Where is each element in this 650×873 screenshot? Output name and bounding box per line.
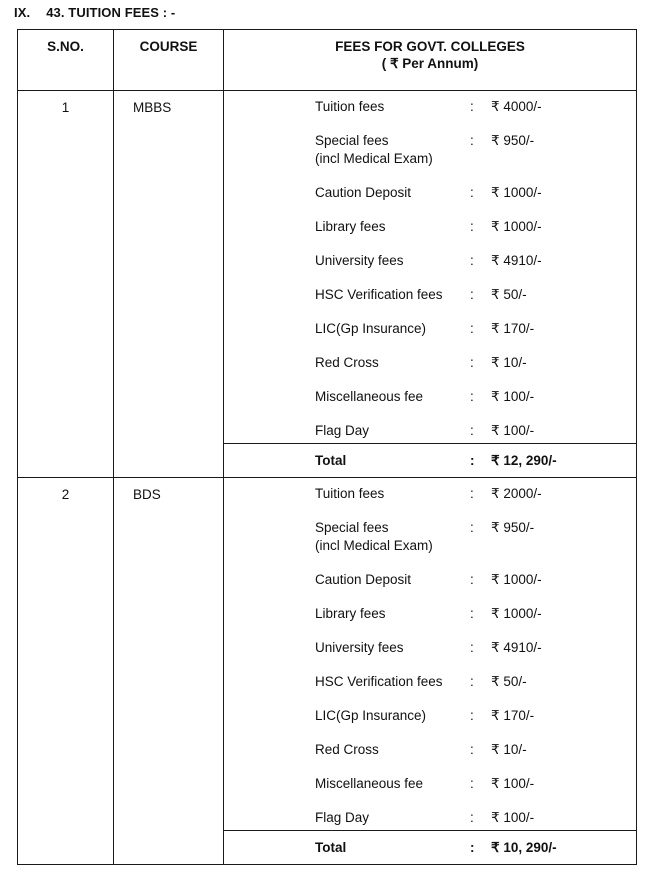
fee-name-text: Tuition fees <box>315 99 385 114</box>
fee-colon: : <box>470 776 474 791</box>
fee-colon: : <box>470 486 474 501</box>
fee-name-text: University fees <box>315 253 404 268</box>
fee-name-text: Tuition fees <box>315 486 385 501</box>
fee-item <box>224 98 636 132</box>
fee-item <box>224 286 636 320</box>
fee-name <box>224 320 470 338</box>
fee-item <box>224 354 636 388</box>
fee-amount: ₹ 4910/- <box>491 640 542 655</box>
header-fees-unit: ( ₹ Per Annum) <box>381 56 479 71</box>
section-number: IX. <box>14 5 31 20</box>
fee-colon: : <box>470 520 474 535</box>
fee-name-text: LIC(Gp Insurance) <box>315 708 427 723</box>
fee-amount: ₹ 100/- <box>491 423 535 438</box>
fee-name-text: Library fees <box>315 606 386 621</box>
fee-amount: ₹ 1000/- <box>491 606 542 621</box>
fee-colon: : <box>470 355 474 370</box>
fee-name-text: Library fees <box>315 219 386 234</box>
fee-name-note: (incl Medical Exam) <box>315 151 433 166</box>
fee-name-note: (incl Medical Exam) <box>315 538 433 553</box>
fee-amount: ₹ 10/- <box>491 742 527 757</box>
fee-name-text: Caution Deposit <box>315 572 412 587</box>
fee-colon: : <box>470 133 474 148</box>
header-fees-title: FEES FOR GOVT. COLLEGES <box>335 39 525 54</box>
fee-name-text: Special fees <box>315 133 389 148</box>
fee-item <box>224 707 636 741</box>
fee-item <box>224 422 636 456</box>
fee-amount: ₹ 170/- <box>491 321 535 336</box>
fee-item <box>224 320 636 354</box>
total-amount: ₹ 10, 290/- <box>491 839 557 855</box>
fee-amount: ₹ 100/- <box>491 810 535 825</box>
fee-name <box>224 519 470 555</box>
table-row <box>18 478 637 865</box>
fee-amount: ₹ 100/- <box>491 389 535 404</box>
total-amount: ₹ 12, 290/- <box>491 452 557 468</box>
fee-amount: ₹ 950/- <box>491 133 535 148</box>
fee-item <box>224 775 636 809</box>
fee-item <box>224 673 636 707</box>
fee-name-text: Red Cross <box>315 355 379 370</box>
fee-name-text: Flag Day <box>315 423 370 438</box>
fee-name <box>224 809 470 827</box>
course-cell: MBBS <box>114 91 224 478</box>
fee-amount: ₹ 2000/- <box>491 486 542 501</box>
fee-name-text: Miscellaneous fee <box>315 776 424 791</box>
fee-name <box>224 354 470 372</box>
table-row <box>18 91 637 478</box>
fee-name <box>224 422 470 440</box>
fee-name-text: Flag Day <box>315 810 370 825</box>
fee-name <box>224 132 470 168</box>
section-heading <box>14 5 175 20</box>
fee-name-text: University fees <box>315 640 404 655</box>
sno-cell: 2 <box>18 478 114 865</box>
fee-name <box>224 98 470 116</box>
fee-colon: : <box>470 219 474 234</box>
fee-colon: : <box>470 606 474 621</box>
fee-name <box>224 741 470 759</box>
fee-name <box>224 286 470 304</box>
fee-name-text: Special fees <box>315 520 389 535</box>
fee-name-text: Caution Deposit <box>315 185 412 200</box>
fee-name <box>224 388 470 406</box>
sno-cell: 1 <box>18 91 114 478</box>
fee-item <box>224 218 636 252</box>
fee-colon: : <box>470 742 474 757</box>
fee-name-text: HSC Verification fees <box>315 287 443 302</box>
fee-item <box>224 605 636 639</box>
fee-amount: ₹ 1000/- <box>491 219 542 234</box>
course-cell: BDS <box>114 478 224 865</box>
fee-amount: ₹ 100/- <box>491 776 535 791</box>
fee-name-text: LIC(Gp Insurance) <box>315 321 427 336</box>
fee-colon: : <box>470 674 474 689</box>
fee-colon: : <box>470 708 474 723</box>
fee-name <box>224 485 470 503</box>
fees-cell <box>224 478 637 865</box>
fee-list <box>224 91 636 443</box>
fee-amount: ₹ 1000/- <box>491 572 542 587</box>
fee-name <box>224 184 470 202</box>
total-colon: : <box>470 453 475 468</box>
fees-cell <box>224 91 637 478</box>
fee-colon: : <box>470 321 474 336</box>
fee-amount: ₹ 50/- <box>491 674 527 689</box>
fee-colon: : <box>470 423 474 438</box>
fee-item <box>224 485 636 519</box>
table-header-row <box>18 30 637 91</box>
fee-name <box>224 775 470 793</box>
fee-item <box>224 809 636 843</box>
section-title: 43. TUITION FEES : - <box>46 5 176 20</box>
fee-colon: : <box>470 287 474 302</box>
fee-item <box>224 639 636 673</box>
fee-list <box>224 478 636 830</box>
fee-amount: ₹ 4000/- <box>491 99 542 114</box>
fee-item <box>224 252 636 286</box>
fee-amount: ₹ 170/- <box>491 708 535 723</box>
fee-name <box>224 639 470 657</box>
fee-item <box>224 184 636 218</box>
header-sno: S.NO. <box>18 30 114 91</box>
fee-amount: ₹ 50/- <box>491 287 527 302</box>
fee-name-text: Miscellaneous fee <box>315 389 424 404</box>
fee-colon: : <box>470 810 474 825</box>
total-label: Total <box>315 453 347 468</box>
fee-name-text: Red Cross <box>315 742 379 757</box>
fee-name-text: HSC Verification fees <box>315 674 443 689</box>
fee-name <box>224 707 470 725</box>
header-course: COURSE <box>114 30 224 91</box>
fee-colon: : <box>470 185 474 200</box>
fee-colon: : <box>470 99 474 114</box>
fee-item <box>224 132 636 184</box>
fee-name <box>224 673 470 691</box>
fee-item <box>224 388 636 422</box>
tuition-fees-table <box>17 29 637 865</box>
fee-colon: : <box>470 572 474 587</box>
fee-name <box>224 252 470 270</box>
fee-amount: ₹ 1000/- <box>491 185 542 200</box>
fee-colon: : <box>470 253 474 268</box>
fee-name <box>224 218 470 236</box>
fee-item <box>224 571 636 605</box>
fee-amount: ₹ 10/- <box>491 355 527 370</box>
fee-name <box>224 605 470 623</box>
total-label: Total <box>315 840 347 855</box>
fee-amount: ₹ 950/- <box>491 520 535 535</box>
fee-name <box>224 571 470 589</box>
fee-colon: : <box>470 389 474 404</box>
fee-amount: ₹ 4910/- <box>491 253 542 268</box>
header-fees <box>224 30 637 91</box>
total-colon: : <box>470 840 475 855</box>
fee-colon: : <box>470 640 474 655</box>
fee-item <box>224 519 636 571</box>
fee-item <box>224 741 636 775</box>
